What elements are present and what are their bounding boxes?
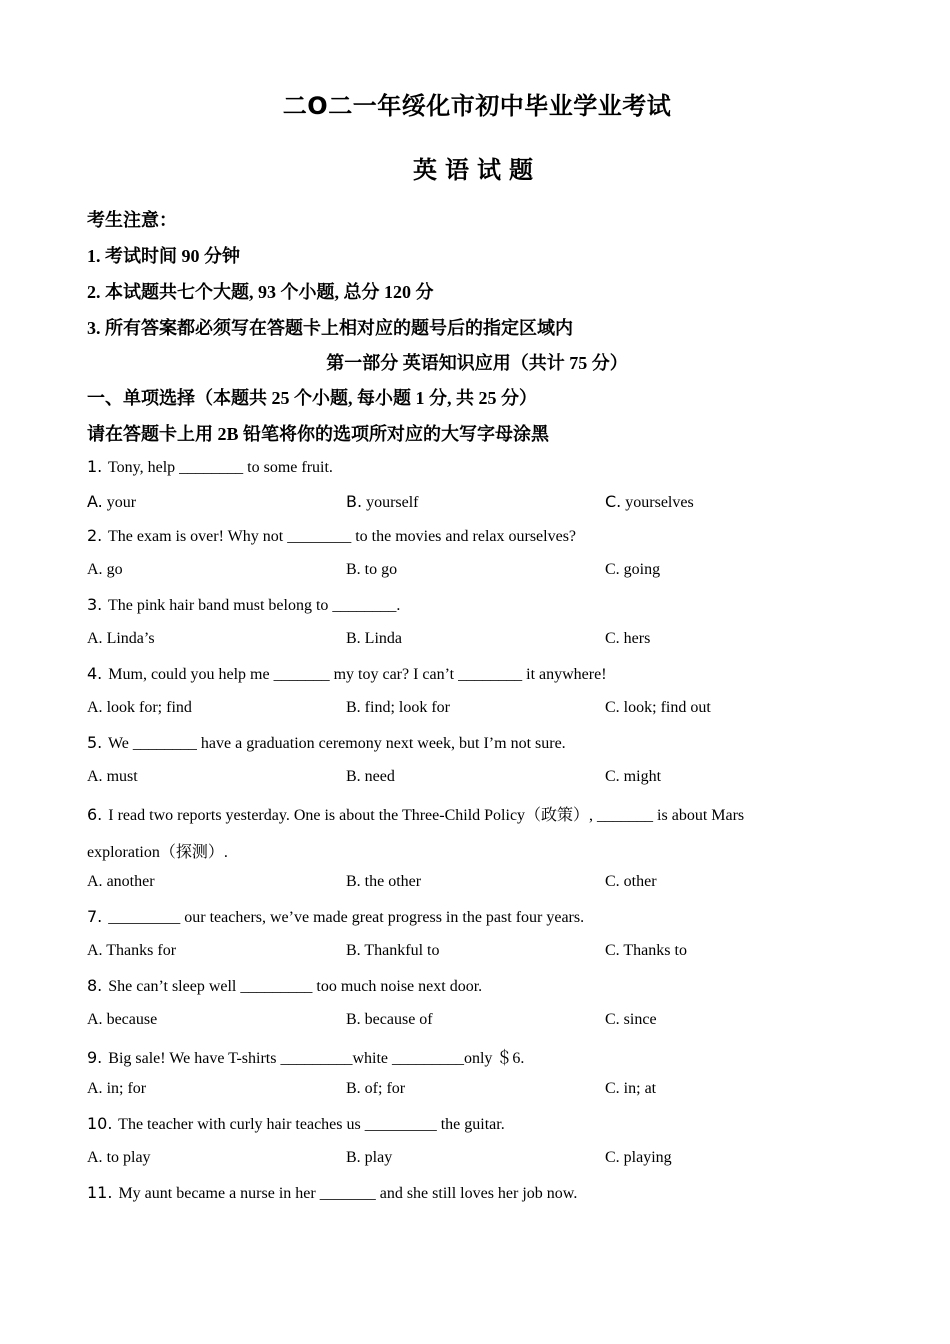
option-b: B. need	[346, 768, 395, 785]
question-number: 8.	[87, 976, 103, 995]
section-title: 一、单项选择（本题共 25 个小题, 每小题 1 分, 共 25 分）	[87, 388, 537, 408]
question-text: Big sale! We have T-shirts _________white _________only ＄6.	[108, 1050, 525, 1067]
option-b: B. yourself	[346, 492, 419, 511]
question-number: 6.	[87, 805, 103, 824]
notice-item: 2. 本试题共七个大题, 93 个小题, 总分 120 分	[87, 282, 434, 302]
question-text: The pink hair band must belong to ________.	[107, 597, 401, 614]
option-c: C. hers	[605, 630, 651, 647]
question-text: Mum, could you help me _______ my toy car? I can’t ________ it anywhere!	[108, 666, 607, 683]
option-c: C. playing	[605, 1149, 672, 1166]
question-text: _________ our teachers, we’ve made great progress in the past four years.	[108, 909, 585, 926]
question-text: My aunt became a nurse in her _______ and she still loves her job now.	[118, 1185, 578, 1202]
option-a: A. must	[87, 768, 138, 785]
question-6	[87, 802, 744, 825]
option-b: B. play	[346, 1149, 393, 1166]
option-b: B. the other	[346, 873, 422, 890]
option-c: C. in; at	[605, 1080, 657, 1097]
question-number: 4.	[87, 664, 103, 683]
question-text: She can’t sleep well _________ too much noise next door.	[108, 978, 483, 995]
option-a: A. look for; find	[87, 699, 192, 716]
option-c: C. other	[605, 873, 657, 890]
option-a: A. go	[87, 561, 123, 578]
question-4	[87, 664, 607, 684]
option-a: A. Linda’s	[87, 630, 155, 647]
question-5	[87, 733, 566, 753]
question-text: Tony, help ________ to some fruit.	[107, 459, 333, 476]
question-text: We ________ have a graduation ceremony next week, but I’m not sure.	[107, 735, 566, 752]
question-text: The teacher with curly hair teaches us _________ the guitar.	[118, 1116, 505, 1133]
question-3	[87, 595, 400, 615]
question-text: I read two reports yesterday. One is about the Three-Child Policy（政策）, _______ is about Mars	[108, 807, 745, 824]
option-a: A. Thanks for	[87, 942, 177, 959]
option-c: C. going	[605, 561, 661, 578]
question-number: 11.	[87, 1183, 113, 1202]
question-number: 5.	[87, 733, 103, 752]
question-8	[87, 976, 482, 996]
option-b: B. Thankful to	[346, 942, 440, 959]
part-title: 第一部分 英语知识应用（共计 75 分）	[326, 353, 628, 373]
option-c: C. look; find out	[605, 699, 711, 716]
option-a: A. another	[87, 873, 155, 890]
question-11	[87, 1183, 577, 1203]
question-2	[87, 526, 576, 546]
option-b: B. find; look for	[346, 699, 450, 716]
option-c: C. yourselves	[605, 492, 694, 511]
notice-heading: 考生注意：	[87, 210, 177, 230]
section-instruction: 请在答题卡上用 2B 铅笔将你的选项所对应的大写字母涂黑	[87, 424, 550, 444]
question-number: 3.	[87, 595, 103, 614]
notice-item: 1. 考试时间 90 分钟	[87, 246, 240, 266]
option-b: B. to go	[346, 561, 398, 578]
option-a: A. because	[87, 1011, 158, 1028]
option-b: B. Linda	[346, 630, 402, 647]
question-text-continued: exploration（探测）.	[87, 844, 228, 861]
question-7	[87, 907, 584, 927]
option-b: B. of; for	[346, 1080, 406, 1097]
exam-title: 二O二一年绥化市初中毕业学业考试	[282, 92, 672, 120]
question-number: 1.	[87, 457, 103, 476]
option-c: C. Thanks to	[605, 942, 687, 959]
exam-subtitle: 英语试题	[413, 156, 541, 184]
option-c: C. might	[605, 768, 662, 785]
question-number: 2.	[87, 526, 103, 545]
question-9	[87, 1045, 524, 1068]
option-a: A. in; for	[87, 1080, 147, 1097]
question-1	[87, 457, 333, 477]
question-number: 7.	[87, 907, 103, 926]
option-b: B. because of	[346, 1011, 433, 1028]
option-a: A. to play	[87, 1149, 151, 1166]
question-text: The exam is over! Why not ________ to the movies and relax ourselves?	[107, 528, 577, 545]
question-10	[87, 1114, 505, 1134]
option-c: C. since	[605, 1011, 657, 1028]
option-a: A. your	[87, 492, 137, 511]
question-number: 9.	[87, 1048, 103, 1067]
question-number: 10.	[87, 1114, 113, 1133]
notice-item: 3. 所有答案都必须写在答题卡上相对应的题号后的指定区域内	[87, 318, 573, 338]
